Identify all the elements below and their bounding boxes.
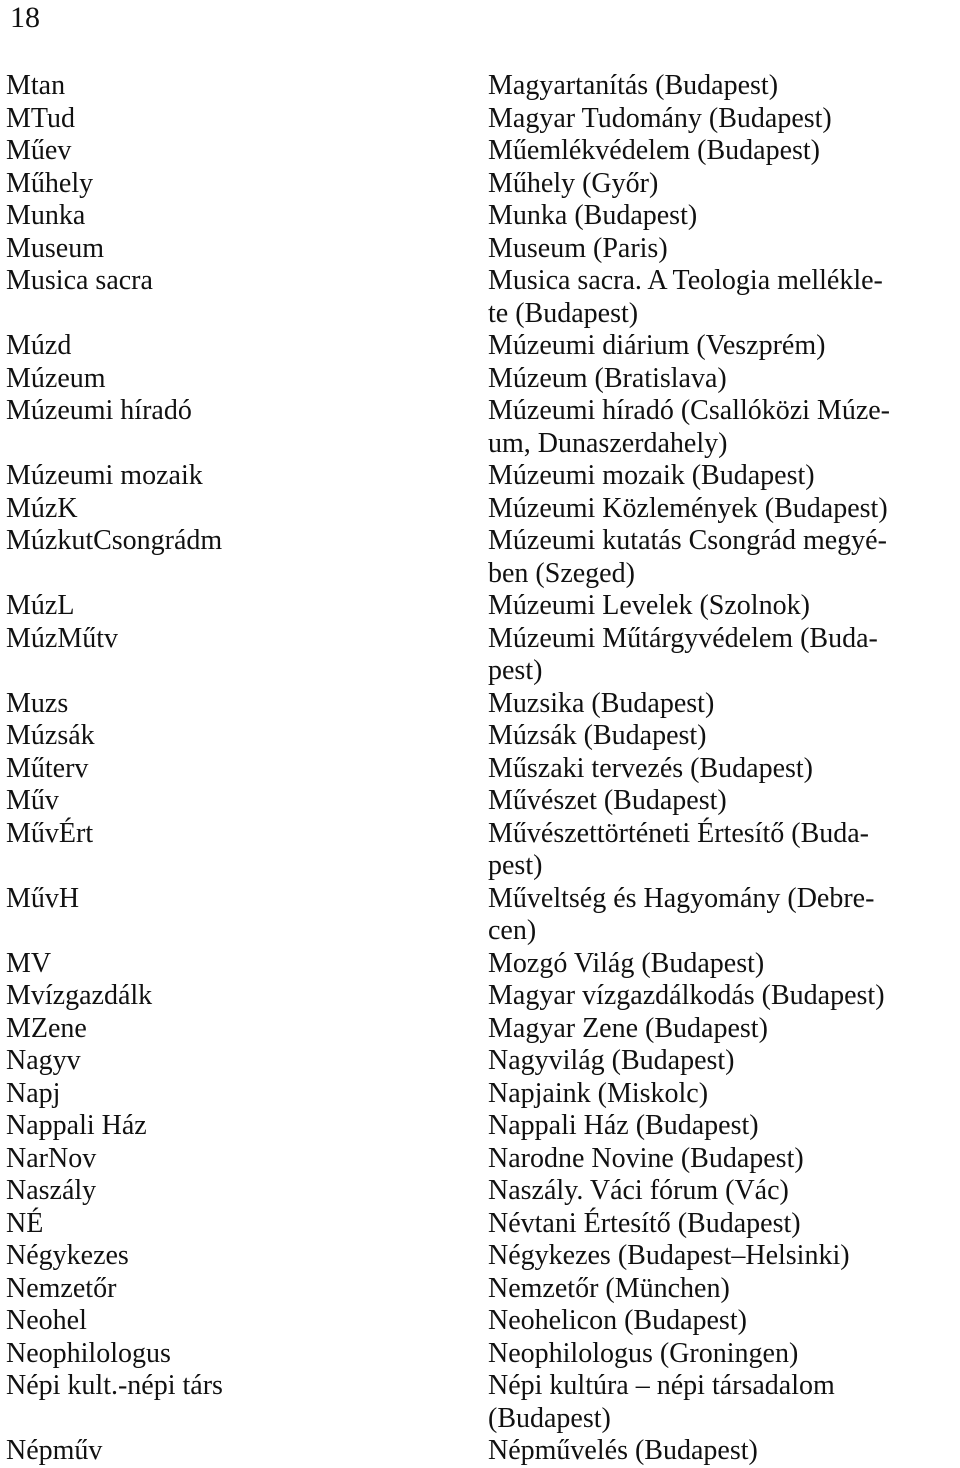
full-title: Műveltség és Hagyomány (Debre- cen)	[488, 882, 875, 946]
abbreviation: Musica sacra	[6, 265, 153, 296]
abbreviation: Műhely	[6, 167, 94, 199]
full-title: Négykezes (Budapest–Helsinki)	[488, 1240, 850, 1271]
list-item	[0, 753, 960, 786]
full-title: Nappali Ház (Budapest)	[488, 1110, 759, 1141]
list-item	[0, 980, 960, 1013]
abbreviation: Muzs	[6, 687, 69, 719]
full-title: Munka (Budapest)	[488, 200, 698, 231]
full-title: Műszaki tervezés (Budapest)	[488, 752, 813, 784]
abbreviation: NarNov	[6, 1142, 97, 1174]
list-item	[0, 460, 960, 493]
abbreviation-list	[0, 70, 960, 1468]
full-title: Napjaink (Miskolc)	[488, 1077, 709, 1109]
abbreviation: Műterv	[6, 752, 89, 784]
list-item	[0, 948, 960, 981]
abbreviation: Munka	[6, 200, 86, 231]
list-item	[0, 1143, 960, 1176]
full-title: Múzeum (Bratislava)	[488, 362, 727, 394]
abbreviation: Múzd	[6, 330, 72, 361]
abbreviation: Nappali Ház	[6, 1110, 147, 1141]
abbreviation: Nagyv	[6, 1045, 81, 1076]
list-item	[0, 883, 960, 948]
abbreviation: MV	[6, 947, 52, 979]
list-item	[0, 103, 960, 136]
list-item	[0, 785, 960, 818]
abbreviation: MZene	[6, 1012, 87, 1044]
list-item	[0, 525, 960, 590]
abbreviation: MúzL	[6, 590, 75, 621]
abbreviation: Népműv	[6, 1435, 103, 1466]
list-item	[0, 1078, 960, 1111]
full-title: Nagyvilág (Budapest)	[488, 1045, 735, 1076]
abbreviation: Napj	[6, 1077, 61, 1109]
list-item	[0, 1208, 960, 1241]
abbreviation: NÉ	[6, 1207, 44, 1239]
full-title: Muzsika (Budapest)	[488, 687, 715, 719]
full-title: Narodne Novine (Budapest)	[488, 1142, 804, 1174]
full-title: Múzeumi Műtárgyvédelem (Buda- pest)	[488, 622, 878, 686]
full-title: Művészet (Budapest)	[488, 785, 727, 816]
full-title: Múzeumi híradó (Csallóközi Múze- um, Dunaszerdahely)	[488, 395, 891, 459]
full-title: Mozgó Világ (Budapest)	[488, 947, 765, 979]
list-item	[0, 1370, 960, 1435]
full-title: Magyartanítás (Budapest)	[488, 70, 779, 101]
list-item	[0, 1305, 960, 1338]
list-item	[0, 1045, 960, 1078]
full-title: Musica sacra. A Teologia mellékle- te (Budapest)	[488, 265, 883, 329]
list-item	[0, 1110, 960, 1143]
abbreviation: Múzeumi híradó	[6, 395, 192, 426]
list-item	[0, 265, 960, 330]
abbreviation: MűvÉrt	[6, 817, 94, 849]
abbreviation: Műv	[6, 785, 59, 816]
list-item	[0, 330, 960, 363]
full-title: Műhely (Győr)	[488, 167, 659, 199]
list-item	[0, 1273, 960, 1306]
abbreviation: Népi kult.-népi társ	[6, 1370, 223, 1401]
abbreviation: Neophilologus	[6, 1337, 171, 1369]
full-title: Múzeumi diárium (Veszprém)	[488, 330, 826, 361]
abbreviation: Mtan	[6, 70, 66, 101]
list-item	[0, 135, 960, 168]
page-number: 18	[10, 1, 40, 34]
full-title: Neophilologus (Groningen)	[488, 1337, 799, 1369]
list-item	[0, 1013, 960, 1046]
abbreviation: Múzsák	[6, 720, 95, 751]
abbreviation: Museum	[6, 232, 104, 264]
list-item	[0, 818, 960, 883]
list-item	[0, 395, 960, 460]
abbreviation: Múzeum	[6, 362, 106, 394]
abbreviation: Múzeumi mozaik	[6, 460, 203, 491]
abbreviation: Műev	[6, 135, 72, 166]
full-title: Névtani Értesítő (Budapest)	[488, 1207, 801, 1239]
list-item	[0, 623, 960, 688]
abbreviation: Négykezes	[6, 1240, 129, 1271]
full-title: Magyar Tudomány (Budapest)	[488, 102, 832, 134]
abbreviation: MúzMűtv	[6, 622, 118, 654]
full-title: Magyar Zene (Budapest)	[488, 1012, 768, 1044]
list-item	[0, 1338, 960, 1371]
list-item	[0, 363, 960, 396]
full-title: Múzsák (Budapest)	[488, 720, 707, 751]
full-title: Múzeumi Közlemények (Budapest)	[488, 492, 888, 524]
abbreviation: Naszály	[6, 1175, 97, 1206]
abbreviation: MúzkutCsongrádm	[6, 525, 223, 556]
full-title: Múzeumi kutatás Csongrád megyé- ben (Szeged)	[488, 525, 887, 589]
abbreviation: MűvH	[6, 882, 80, 914]
list-item	[0, 688, 960, 721]
full-title: Nemzetőr (München)	[488, 1272, 730, 1304]
full-title: Neohelicon (Budapest)	[488, 1305, 747, 1336]
full-title: Műemlékvédelem (Budapest)	[488, 135, 821, 166]
list-item	[0, 1175, 960, 1208]
full-title: Naszály. Váci fórum (Vác)	[488, 1175, 789, 1206]
full-title: Múzeumi Levelek (Szolnok)	[488, 590, 810, 621]
list-item	[0, 168, 960, 201]
list-item	[0, 1240, 960, 1273]
list-item	[0, 233, 960, 266]
full-title: Művészettörténeti Értesítő (Buda- pest)	[488, 817, 869, 881]
full-title: Magyar vízgazdálkodás (Budapest)	[488, 980, 885, 1011]
full-title: Népi kultúra – népi társadalom (Budapest)	[488, 1370, 835, 1434]
list-item	[0, 493, 960, 526]
list-item	[0, 720, 960, 753]
list-item	[0, 590, 960, 623]
abbreviation: Neohel	[6, 1305, 87, 1336]
abbreviation: Mvízgazdálk	[6, 980, 153, 1011]
list-item	[0, 200, 960, 233]
abbreviation: MúzK	[6, 492, 78, 524]
full-title: Népművelés (Budapest)	[488, 1435, 758, 1466]
full-title: Múzeumi mozaik (Budapest)	[488, 460, 815, 491]
list-item	[0, 70, 960, 103]
abbreviation: MTud	[6, 102, 76, 134]
abbreviation: Nemzetőr	[6, 1272, 117, 1304]
full-title: Museum (Paris)	[488, 232, 668, 264]
